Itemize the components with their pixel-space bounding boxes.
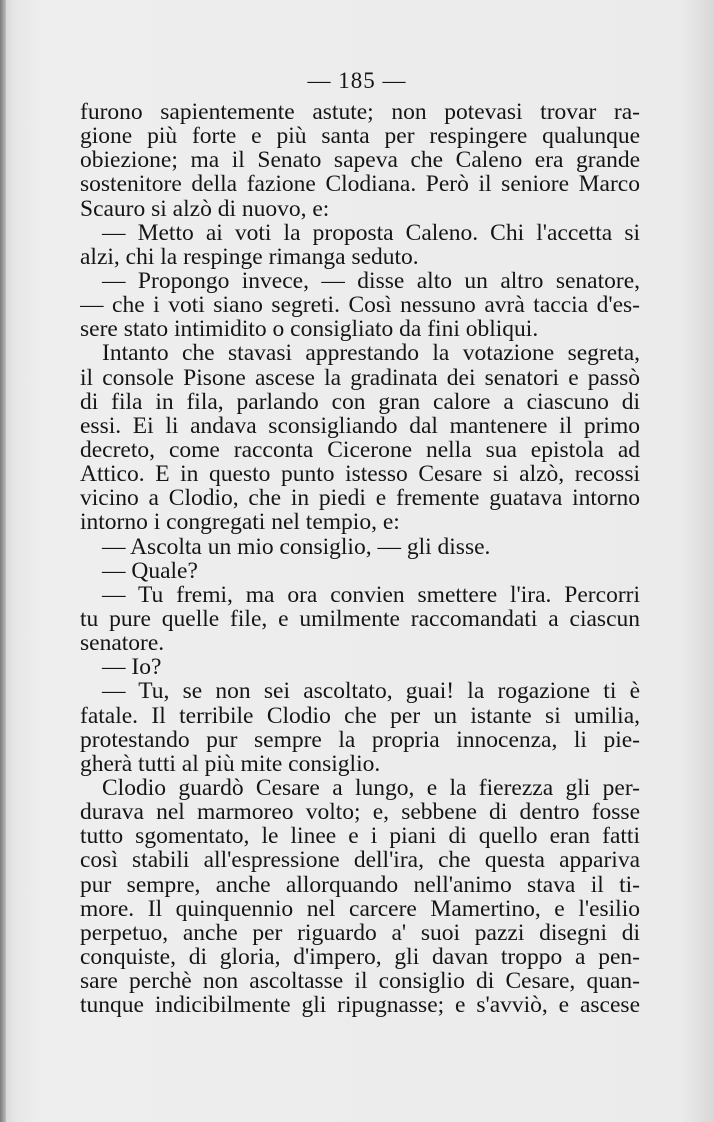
text-line: gione più forte e più santa per respingere qualunque — [80, 124, 640, 149]
text-line: tu pure quelle file, e umilmente raccomandati a ciascun — [80, 606, 640, 632]
text-line: tutto sgomentato, le linee e i piani di quello eran fatti — [80, 824, 640, 849]
text-line: intorno i congregati nel tempio, e: — [80, 510, 400, 535]
text-line: — Io? — [102, 655, 162, 680]
text-line: — Propongo invece, — disse alto un altro senatore, — [102, 268, 640, 294]
text-line: alzi, chi la respinge rimanga seduto. — [80, 244, 419, 269]
body-text — [80, 100, 640, 1017]
text-line: vicino a Clodio, che in piedi e fremente guatava intorno — [80, 486, 640, 511]
text-line: gherà tutti al più mite consiglio. — [80, 751, 381, 776]
text-line: — Ascolta un mio consiglio, — gli disse. — [102, 534, 491, 559]
text-line: — che i voti siano segreti. Così nessuno avrà taccia d'es- — [80, 293, 640, 318]
text-line: conquiste, di gloria, d'impero, gli davan troppo a pen- — [80, 944, 640, 970]
text-line: decreto, come racconta Cicerone nella sua epistola ad — [80, 437, 640, 463]
text-line: il console Pisone ascese la gradinata dei senatori e passò — [80, 365, 640, 390]
text-line: sostenitore della fazione Clodiana. Però il seniore Marco — [80, 172, 640, 197]
page-number: — 185 — — [307, 68, 407, 93]
text-line: sere stato intimidito o consigliato da fini obliqui. — [80, 317, 539, 342]
text-line: sare perchè non ascoltasse il consiglio di Cesare, quan- — [80, 969, 640, 994]
text-line: senatore. — [80, 631, 165, 656]
text-line: Scauro si alzò di nuovo, e: — [80, 196, 330, 221]
text-line: fatale. Il terribile Clodio che per un istante si umilia, — [80, 703, 640, 728]
text-line: essi. Ei li andava sconsigliando dal mantenere il primo — [80, 413, 640, 438]
text-line: — Tu fremi, ma ora convien smettere l'ira. Percorri — [102, 582, 640, 607]
text-line: durava nel marmoreo volto; e, sebbene di dentro fosse — [80, 800, 640, 825]
text-line: protestando pur sempre la propria innocenza, li pie- — [80, 727, 640, 752]
text-line: di fila in fila, parlando con gran calore a ciascuno di — [80, 389, 640, 414]
text-line: furono sapientemente astute; non potevasi trovar ra- — [80, 100, 640, 125]
text-line: Clodio guardò Cesare a lungo, e la fierezza gli per- — [102, 775, 640, 801]
text-line: more. Il quinquennio nel carcere Mamertino, e l'esilio — [80, 896, 640, 921]
text-line: Intanto che stavasi apprestando la votazione segreta, — [102, 341, 640, 366]
text-line: — Metto ai voti la proposta Caleno. Chi l'accetta si — [102, 220, 640, 245]
text-line: tunque indicibilmente gli ripugnasse; e s'avviò, e ascese — [80, 993, 640, 1018]
text-line: così stabili all'espressione dell'ira, che questa appariva — [80, 848, 640, 873]
binding-edge — [0, 0, 6, 1122]
text-line: obiezione; ma il Senato sapeva che Caleno era grande — [80, 148, 640, 173]
text-line: pur sempre, anche allorquando nell'animo stava il ti- — [80, 872, 640, 897]
text-line: perpetuo, anche per riguardo a' suoi pazzi disegni di — [80, 920, 640, 945]
text-line: — Quale? — [102, 558, 198, 583]
text-line: — Tu, se non sei ascoltato, guai! la rogazione ti è — [102, 679, 640, 704]
text-line: Attico. E in questo punto istesso Cesare si alzò, recossi — [80, 462, 640, 487]
